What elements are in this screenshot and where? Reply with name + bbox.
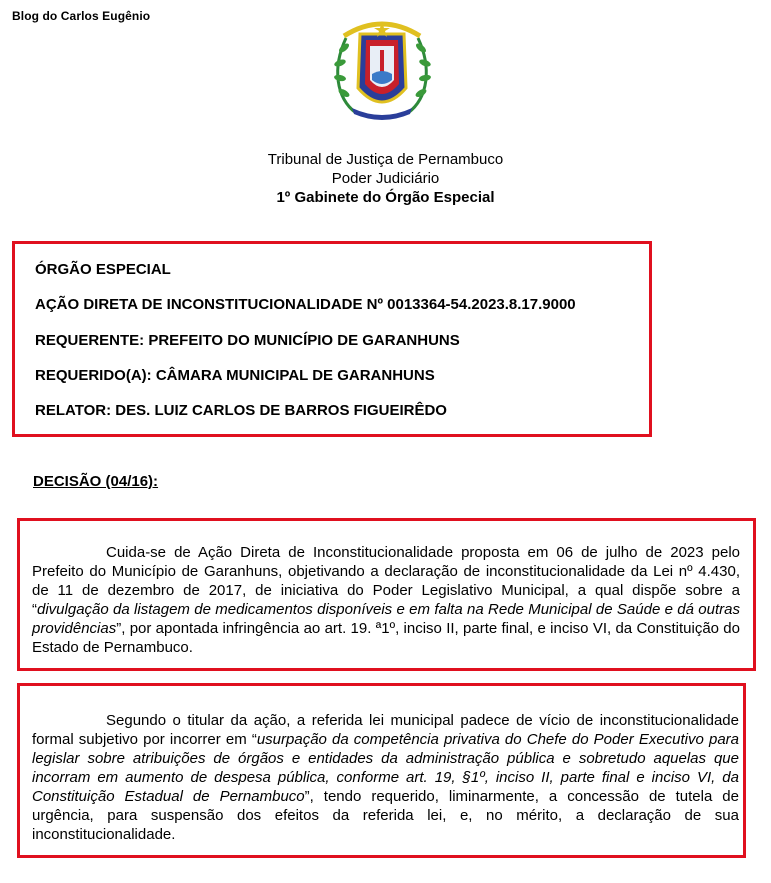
- paragraph-2: Segundo o titular da ação, a referida lei municipal padece de vício de inconstitucionalidade formal subjetivo por incorrer em “usurpação da competência privativa do Chefe do Poder Executivo para legislar sobre atribuições de órgãos e entidades da administração pública e sobretudo aquelas que incorram em aumento de despesa pública, conforme art. 19, §1º, inciso II, parte final e inciso VI, da Constituição Estadual de Pernambuco”, tendo requerido, liminarmente, a concessão de tutela de urgência, para suspensão dos efeitos da referida lei, e, no mérito, a declaração de sua inconstitucionalidade.: [32, 712, 739, 843]
- paragraph-box-2: [17, 683, 746, 858]
- paragraph-1: Cuida-se de Ação Direta de Inconstitucionalidade proposta em 06 de julho de 2023 pelo Prefeito do Município de Garanhuns, objetivando a declaração de inconstitucionalidade da Lei nº 4.430, de 11 de dezembro de 2017, de iniciativa do Poder Legislativo Municipal, a qual dispõe sobre a “divulgação da listagem de medicamentos disponíveis e em falta na Rede Municipal de Saúde e dá outras providências”, por apontada infringência ao art. 19. ª1º, inciso II, parte final, e inciso VI, da Constituição do Estado de Pernambuco.: [32, 544, 740, 656]
- case-info-box: [12, 241, 652, 437]
- paragraph-box-1: [17, 518, 756, 671]
- court-name: Tribunal de Justiça de Pernambuco: [267, 151, 504, 168]
- blog-title: Blog do Carlos Eugênio: [12, 9, 151, 23]
- case-rapporteur: RELATOR: DES. LUIZ CARLOS DE BARROS FIGUEIRÊDO: [35, 402, 447, 419]
- case-plaintiff: REQUERENTE: PREFEITO DO MUNICÍPIO DE GARANHUNS: [35, 332, 460, 349]
- case-action: AÇÃO DIRETA DE INCONSTITUCIONALIDADE Nº 0013364-54.2023.8.17.9000: [35, 296, 576, 313]
- pernambuco-coat-of-arms-icon: [326, 18, 438, 122]
- decision-heading: DECISÃO (04/16):: [33, 473, 159, 490]
- branch-name: Poder Judiciário: [331, 170, 440, 187]
- case-organ: ÓRGÃO ESPECIAL: [35, 261, 171, 278]
- case-defendant: REQUERIDO(A): CÂMARA MUNICIPAL DE GARANHUNS: [35, 367, 435, 384]
- office-name: 1º Gabinete do Órgão Especial: [276, 189, 495, 206]
- document-header: [0, 150, 771, 207]
